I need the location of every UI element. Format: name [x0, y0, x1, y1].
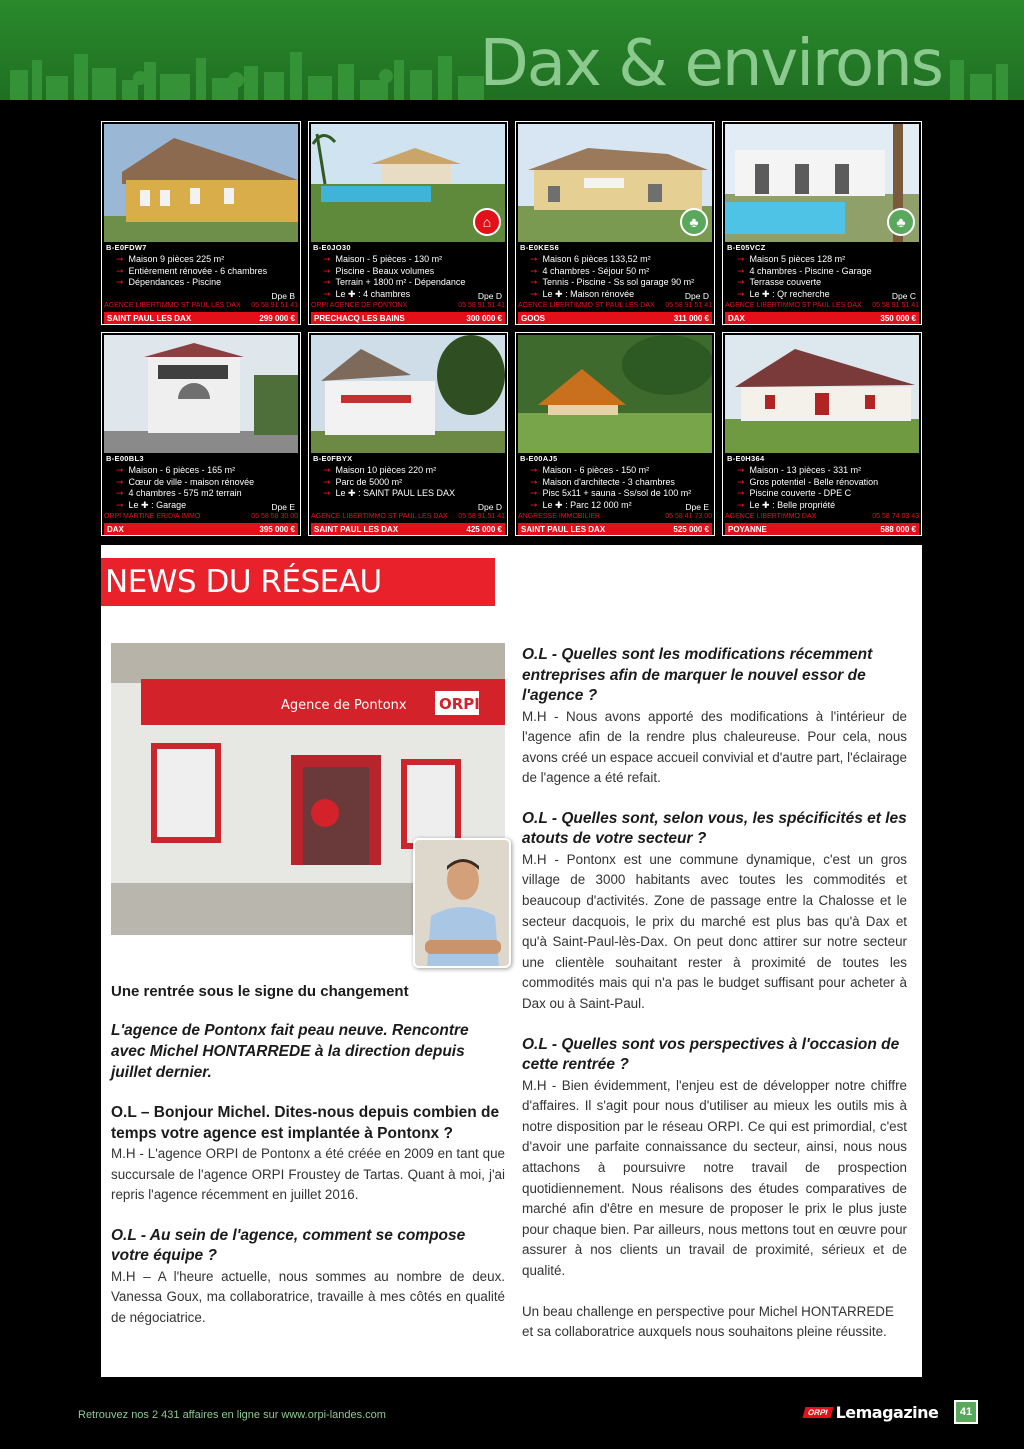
- listing-ref: B-E0H364: [727, 454, 765, 463]
- listing-card[interactable]: [308, 332, 508, 536]
- feature-item: ➞ Le ✚ : Belle propriété: [737, 499, 836, 510]
- agency-line: AGENCE LIBERTIMMO DAX 05 58 74 03 43: [725, 513, 919, 520]
- arrow-icon: ➞: [530, 265, 538, 276]
- price-bar: SAINT PAUL LES DAX 425 000 €: [311, 523, 505, 535]
- agency-line: ORPI AGENCE DE PONTONX 05 58 91 51 41: [311, 302, 505, 309]
- feature-item: ➞ Maison 6 pièces 133,52 m²: [530, 254, 651, 264]
- arrow-icon: ➞: [530, 277, 538, 287]
- feature-item: ➞ Le ✚ : Qr recherche: [737, 288, 830, 299]
- arrow-icon: ➞: [323, 288, 331, 299]
- article-left-column: [111, 983, 505, 1349]
- energy-rating: Dpe D: [477, 291, 502, 301]
- price-bar: DAX 395 000 €: [104, 523, 298, 535]
- feature-item: ➞ Le ✚ : 4 chambres: [323, 288, 411, 299]
- arrow-icon: ➞: [323, 254, 331, 264]
- arrow-icon: ➞: [116, 254, 124, 264]
- arrow-icon: ➞: [116, 265, 124, 276]
- property-photo: [725, 335, 919, 453]
- listing-ref: B-E0FDW7: [106, 243, 147, 252]
- agency-line: AGENCE LIBERTIMMO ST PAUL LES DAX 05 58 91 51 41: [311, 513, 505, 520]
- arrow-icon: ➞: [737, 476, 745, 487]
- answer: M.H - Pontonx est une commune dynamique, c'est un gros village de 3000 habitants avec toutes les commodités et beaucoup d'activités. Zone de passage entre la Chalosse et le secteur dacquois, le prix du marché est plus bas qu'à Dax et qu'à Saint-Paul-lès-Dax. On peut donc attirer sur notre secteur une clientèle souhaitant rester à proximité de toutes les commodités mais qui n'a pas le budget suffisant pour acheter à Dax ou à Saint-Paul.: [522, 851, 907, 1012]
- arrow-icon: ➞: [737, 277, 745, 287]
- article-closing: Un beau challenge en perspective pour Michel HONTARREDE et sa collaboratrice auxquels nous souhaitons pleine réussite.: [522, 1303, 894, 1340]
- energy-rating: Dpe D: [477, 502, 502, 512]
- listing-ref: B-E0JO30: [313, 243, 351, 252]
- portrait-photo: [413, 838, 511, 968]
- feature-item: ➞ Tennis - Piscine - Ss sol garage 90 m²: [530, 277, 695, 287]
- answer: M.H – A l'heure actuelle, nous sommes au nombre de deux. Vanessa Goux, ma collaboratrice, travaille à mes côtés en qualité de négociatrice.: [111, 1268, 505, 1325]
- storefront-brand-text: ORPI: [439, 695, 480, 713]
- listing-card[interactable]: [101, 121, 301, 325]
- answer: M.H - Bien évidemment, l'enjeu est de développer notre chiffre d'affaires. Il s'agit pour nous d'utiliser au mieux les outils mis à notre disposition par le réseau ORPI. Ce qui est primordial, c'est d'avoir une parfaite connaissance du secteur, ainsi, nous nous attachons à poursuivre notre travail de prospection quotidiennement. Nous réalisons des études comparatives de marché afin d'être en mesure de proposer le prix le plus juste pour chaque bien. Par ailleurs, nous mettons tout en œuvre pour assurer à nos clients un travail de proximité, sérieux et de qualité.: [522, 1077, 907, 1278]
- energy-rating: Dpe C: [891, 291, 916, 301]
- page-header: [0, 0, 1024, 100]
- feature-item: ➞ Terrasse couverte: [737, 277, 822, 287]
- feature-item: ➞ Maison - 5 pièces - 130 m²: [323, 254, 443, 264]
- agency-line: AGENCE LIBERTIMMO ST PAUL LES DAX 05 58 91 51 41: [104, 302, 298, 309]
- arrow-icon: ➞: [323, 476, 331, 487]
- news-banner: NEWS DU RÉSEAU: [101, 558, 495, 606]
- arrow-icon: ➞: [530, 488, 538, 498]
- feature-item: ➞ Maison - 6 pièces - 150 m²: [530, 465, 650, 475]
- feature-item: ➞ Piscine couverte - DPE C: [737, 488, 852, 498]
- feature-item: ➞ Terrain + 1800 m² - Dépendance: [323, 277, 466, 287]
- feature-item: ➞ Le ✚ : Maison rénovée: [530, 288, 635, 299]
- feature-item: ➞ Gros potentiel - Belle rénovation: [737, 476, 879, 487]
- agency-line: ANGRESSE IMMOBILIER 05 58 41 73 00: [518, 513, 712, 520]
- property-photo: [104, 124, 298, 242]
- listing-ref: B-E00BL3: [106, 454, 144, 463]
- feature-list: [323, 465, 505, 500]
- price-bar: SAINT PAUL LES DAX 525 000 €: [518, 523, 712, 535]
- property-photo: [518, 335, 712, 453]
- agency-line: ORPI MARTINE ERIDIA IMMO 05 58 58 30 00: [104, 513, 298, 520]
- property-photo: [311, 335, 505, 453]
- energy-rating: Dpe D: [684, 291, 709, 301]
- listing-ref: B-E00AJ5: [520, 454, 558, 463]
- arrow-icon: ➞: [530, 254, 538, 264]
- arrow-icon: ➞: [737, 499, 745, 510]
- feature-item: ➞ Dépendances - Piscine: [116, 277, 222, 287]
- feature-item: ➞ Pisc 5x11 + sauna - Ss/sol de 100 m²: [530, 488, 692, 498]
- arrow-icon: ➞: [737, 288, 745, 299]
- feature-item: ➞ Le ✚ : Garage: [116, 499, 187, 510]
- listing-card[interactable]: [101, 332, 301, 536]
- feature-item: ➞ Cœur de ville - maison rénovée: [116, 476, 255, 487]
- listing-ref: B-E0KES6: [520, 243, 560, 252]
- arrow-icon: ➞: [323, 465, 331, 475]
- section-title: Dax & environs: [479, 27, 942, 100]
- article-lead: L'agence de Pontonx fait peau neuve. Rencontre avec Michel HONTARREDE à la direction depuis juillet dernier.: [111, 1022, 469, 1081]
- page-number: 41: [954, 1400, 978, 1424]
- feature-item: ➞ Entièrement rénovée - 6 chambres: [116, 265, 268, 276]
- news-section: [101, 545, 922, 1377]
- feature-item: ➞ Le ✚ : SAINT PAUL LES DAX: [323, 488, 455, 498]
- question: O.L – Bonjour Michel. Dites-nous depuis combien de temps votre agence est implantée à Pontonx ?: [111, 1104, 500, 1142]
- price-bar: DAX 350 000 €: [725, 312, 919, 324]
- listing-ref: B-E05VCZ: [727, 243, 766, 252]
- listing-ref: B-E0FBYX: [313, 454, 353, 463]
- feature-list: [737, 465, 919, 511]
- eco-icon: ♣: [887, 208, 915, 236]
- arrow-icon: ➞: [323, 277, 331, 287]
- article-subtitle: Une rentrée sous le signe du changement: [111, 983, 409, 1000]
- listing-card[interactable]: [722, 121, 922, 325]
- arrow-icon: ➞: [737, 488, 745, 498]
- arrow-icon: ➞: [116, 465, 124, 475]
- arrow-icon: ➞: [116, 476, 124, 487]
- feature-item: ➞ 4 chambres - 575 m2 terrain: [116, 488, 242, 498]
- arrow-icon: ➞: [530, 465, 538, 475]
- energy-rating: Dpe E: [271, 502, 295, 512]
- house-icon: ⌂: [473, 208, 501, 236]
- listing-card[interactable]: [308, 121, 508, 325]
- price-bar: POYANNE 588 000 €: [725, 523, 919, 535]
- storefront-sign-text: Agence de Pontonx: [281, 698, 407, 713]
- price-bar: GOOS 311 000 €: [518, 312, 712, 324]
- arrow-icon: ➞: [737, 265, 745, 276]
- listing-card[interactable]: [722, 332, 922, 536]
- arrow-icon: ➞: [116, 499, 124, 510]
- feature-item: ➞ Piscine - Beaux volumes: [323, 265, 435, 276]
- arrow-icon: ➞: [530, 499, 538, 510]
- question: O.L - Quelles sont, selon vous, les spécificités et les atouts de votre secteur ?: [522, 809, 907, 848]
- agency-line: AGENCE LIBERTIMMO ST PAUL LES DAX 05 58 91 51 41: [725, 302, 919, 309]
- feature-item: ➞ Maison 5 pièces 128 m²: [737, 254, 846, 264]
- arrow-icon: ➞: [737, 254, 745, 264]
- arrow-icon: ➞: [737, 465, 745, 475]
- arrow-icon: ➞: [116, 277, 124, 287]
- feature-list: [116, 254, 298, 289]
- energy-rating: Dpe B: [271, 291, 295, 301]
- footer-note: Retrouvez nos 2 431 affaires en ligne sur www.orpi-landes.com: [78, 1409, 386, 1421]
- arrow-icon: ➞: [323, 265, 331, 276]
- magazine-name: Lemagazine: [835, 1403, 939, 1422]
- property-listings: [101, 121, 922, 537]
- agency-line: AGENCE LIBERTIMMO ST PAUL LES DAX 05 58 91 51 41: [518, 302, 712, 309]
- arrow-icon: ➞: [116, 488, 124, 498]
- arrow-icon: ➞: [530, 288, 538, 299]
- question: O.L - Quelles sont vos perspectives à l'occasion de cette rentrée ?: [522, 1035, 900, 1074]
- price-bar: PRECHACQ LES BAINS 300 000 €: [311, 312, 505, 324]
- question: O.L - Au sein de l'agence, comment se compose votre équipe ?: [111, 1226, 466, 1265]
- feature-item: ➞ 4 chambres - Piscine - Garage: [737, 265, 872, 276]
- orpi-logo: ORPI: [803, 1407, 834, 1418]
- listing-card[interactable]: [515, 121, 715, 325]
- feature-item: ➞ Maison - 13 pièces - 331 m²: [737, 465, 862, 475]
- article-right-column: [522, 645, 907, 1343]
- arrow-icon: ➞: [530, 476, 538, 487]
- feature-item: ➞ Maison d'architecte - 3 chambres: [530, 476, 675, 487]
- arrow-icon: ➞: [323, 488, 331, 498]
- feature-item: ➞ Parc de 5000 m²: [323, 476, 403, 487]
- answer: M.H - L'agence ORPI de Pontonx a été créée en 2009 en tant que succursale de l'agence ORPI Froustey de Tartas. Quant à moi, j'ai repris l'agence récemment en juillet 2016.: [111, 1146, 505, 1203]
- magazine-brand: [804, 1403, 938, 1422]
- eco-icon: ♣: [680, 208, 708, 236]
- feature-item: ➞ 4 chambres - Séjour 50 m²: [530, 265, 650, 276]
- listing-card[interactable]: [515, 332, 715, 536]
- energy-rating: Dpe E: [685, 502, 709, 512]
- price-bar: SAINT PAUL LES DAX 299 000 €: [104, 312, 298, 324]
- question: O.L - Quelles sont les modifications récemment entreprises afin de marquer le nouvel essor de l'agence ?: [522, 646, 873, 704]
- feature-item: ➞ Maison - 6 pièces - 165 m²: [116, 465, 236, 475]
- feature-item: ➞ Maison 10 pièces 220 m²: [323, 465, 437, 475]
- answer: M.H - Nous avons apporté des modifications à l'intérieur de l'agence afin de la rendre plus chaleureuse. Pour cela, nous avons créé un espace accueil convivial et d'autre part, l'éclairage de l'agence a été refait.: [522, 708, 907, 786]
- property-photo: [104, 335, 298, 453]
- feature-item: ➞ Maison 9 pièces 225 m²: [116, 254, 225, 264]
- feature-item: ➞ Le ✚ : Parc 12 000 m²: [530, 499, 632, 510]
